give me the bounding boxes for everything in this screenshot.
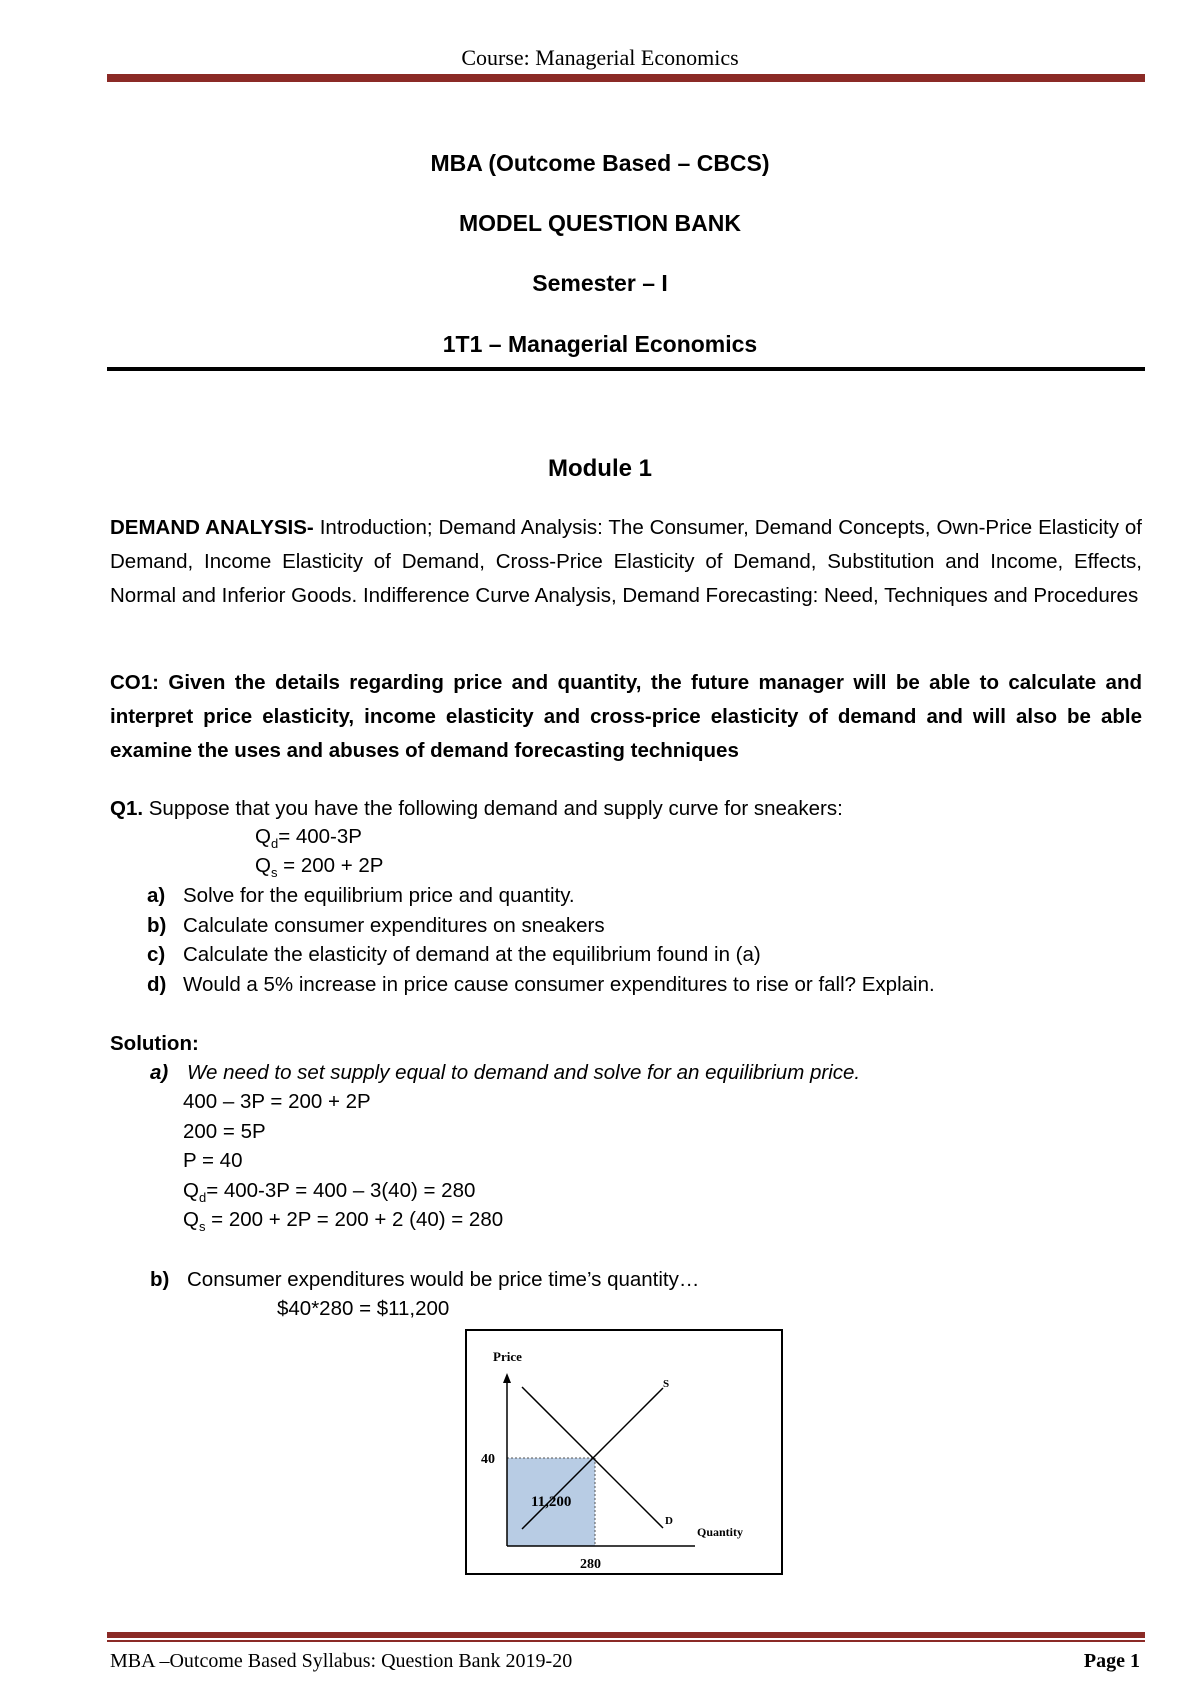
header-rule bbox=[107, 74, 1145, 82]
quantity-value-label: 280 bbox=[580, 1557, 601, 1572]
demand-analysis-label: DEMAND ANALYSIS- bbox=[110, 516, 314, 539]
question-item-c-text: Calculate the elasticity of demand at the equilibrium found in (a) bbox=[183, 943, 761, 966]
footer-rule-thin bbox=[107, 1640, 1145, 1642]
solution-b-calc: $40*280 = $11,200 bbox=[277, 1297, 450, 1320]
module-heading: Module 1 bbox=[547, 455, 652, 482]
solution-heading: Solution: bbox=[110, 1032, 199, 1055]
footer-syllabus: MBA –Outcome Based Syllabus: Question Bank 2019-20 bbox=[110, 1650, 573, 1672]
area-value-label: 11,200 bbox=[531, 1494, 572, 1510]
demand-equation: $Q_d= 400-3P$ bbox=[255, 825, 362, 852]
solution-step-3: P = 40 bbox=[183, 1149, 243, 1172]
solution-step-1: 400 – 3P = 200 + 2P bbox=[183, 1090, 371, 1113]
solution-qs-calc: $Q_s = 200 + 2P = 200 + 2$ (40) = 280 bbox=[183, 1208, 504, 1235]
question-item-a-label: a) bbox=[147, 884, 166, 907]
title-rule bbox=[107, 367, 1145, 371]
title-program: MBA (Outcome Based – CBCS) bbox=[430, 150, 770, 176]
solution-b-text: Consumer expenditures would be price time’s quantity… bbox=[187, 1268, 700, 1291]
question-1 bbox=[110, 797, 843, 821]
question-1-label: Q1. bbox=[110, 797, 144, 820]
demand-analysis-text: Introduction; Demand Analysis: The Consumer, Demand Concepts, Own-Price Elasticity of Demand, Income Elasticity of Demand, Cross-Price Elasticity of Demand, Substitution and Income, Effects, Normal and Inferior Goods. Indifference Curve Analysis, Demand Forecasting: Need, Techniques and Procedures bbox=[110, 516, 1143, 607]
question-item-a-text: Solve for the equilibrium price and quantity. bbox=[183, 884, 575, 907]
question-item-d-text: Would a 5% increase in price cause consumer expenditures to rise or fall? Explain. bbox=[183, 973, 935, 996]
y-axis-label: Price bbox=[493, 1349, 522, 1364]
solution-step-2: 200 = 5P bbox=[183, 1120, 266, 1143]
course-outcome-co1: CO1: Given the details regarding price and quantity, the future manager will be able to calculate and interpret price elasticity, income elasticity and cross-price elasticity of demand and will also be able examine the uses and abuses of demand forecasting techniques bbox=[110, 671, 1142, 762]
question-item-b-text: Calculate consumer expenditures on sneakers bbox=[183, 914, 605, 937]
solution-a-label: a) bbox=[150, 1061, 169, 1084]
question-item-d-label: d) bbox=[147, 973, 167, 996]
supply-demand-figure bbox=[465, 1329, 783, 1575]
footer-page-number: Page 1 bbox=[1083, 1650, 1140, 1672]
footer-rule-thick bbox=[107, 1632, 1145, 1638]
demand-analysis-paragraph bbox=[110, 511, 1142, 613]
solution-qd-calc: $Q_d= 400-3P = 400 - 3(40) = 280$ bbox=[183, 1179, 476, 1206]
x-axis-label: Quantity bbox=[697, 1525, 744, 1539]
supply-demand-diagram bbox=[467, 1331, 781, 1573]
running-header-course: Course: Managerial Economics bbox=[461, 45, 739, 70]
price-axis-arrow bbox=[503, 1373, 511, 1383]
title-subject: 1T1 – Managerial Economics bbox=[442, 331, 758, 357]
question-item-b-label: b) bbox=[147, 914, 167, 937]
supply-label: S bbox=[663, 1378, 670, 1390]
price-value-label: 40 bbox=[481, 1452, 495, 1467]
question-item-c-label: c) bbox=[147, 943, 166, 966]
question-1-text: Suppose that you have the following demand and supply curve for sneakers: bbox=[143, 797, 843, 820]
title-question-bank: MODEL QUESTION BANK bbox=[459, 210, 741, 236]
title-semester: Semester – I bbox=[532, 270, 668, 296]
demand-label: D bbox=[665, 1515, 673, 1527]
supply-equation: $Q_s = 200 + 2P$ bbox=[255, 854, 384, 881]
solution-a-text: We need to set supply equal to demand and solve for an equilibrium price. bbox=[187, 1061, 861, 1084]
solution-b-label: b) bbox=[150, 1268, 170, 1291]
